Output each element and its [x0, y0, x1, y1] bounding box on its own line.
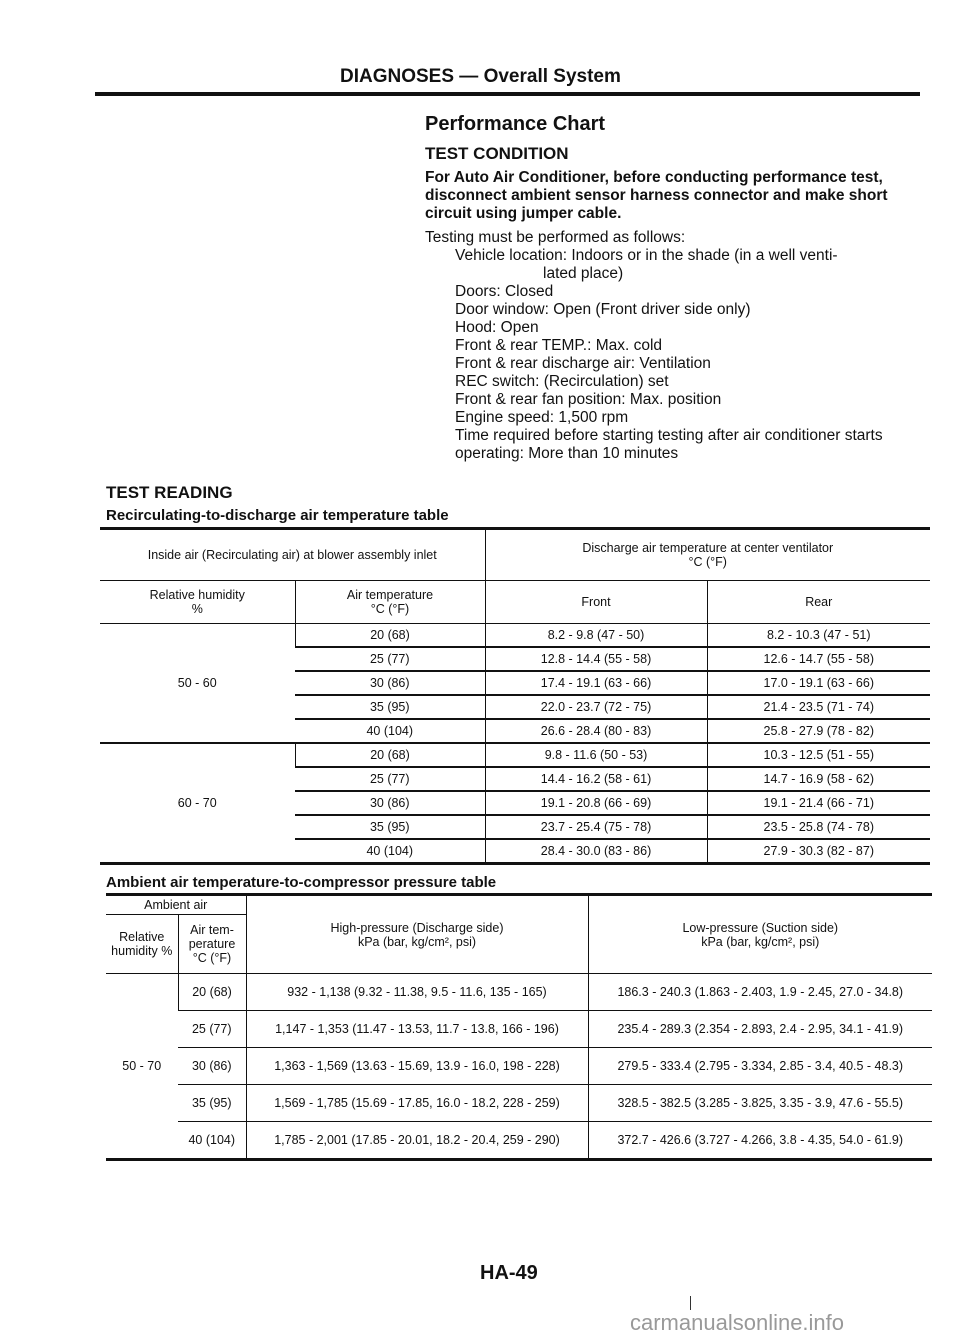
front-cell: 23.7 - 25.4 (75 - 78) — [485, 815, 707, 839]
rh-header: Relative humidity % — [106, 915, 178, 974]
divider-tick — [690, 1296, 691, 1310]
rh-header-text: Relative humidity — [149, 588, 245, 602]
rh-header-unit: % — [191, 602, 203, 616]
test-reading-heading: TEST READING — [106, 483, 233, 502]
rear-cell: 19.1 - 21.4 (66 - 71) — [707, 791, 930, 815]
rear-cell: 27.9 - 30.3 (82 - 87) — [707, 839, 930, 864]
air-temp-cell: 25 (77) — [295, 767, 485, 791]
table-row — [100, 743, 930, 767]
high-pressure-header — [246, 895, 588, 974]
air-temp-header — [295, 581, 485, 624]
condition-vehicle-location-cont: lated place) — [543, 265, 624, 282]
low-pressure-cell: 328.5 - 382.5 (3.285 - 3.825, 3.35 - 3.9, 47.6 - 55.5) — [588, 1085, 932, 1122]
air-temp-cell: 20 (68) — [295, 743, 485, 767]
air-temp-cell: 25 (77) — [178, 1011, 246, 1048]
table1-title: Recirculating-to-discharge air temperature table — [106, 507, 449, 524]
air-temp-cell: 40 (104) — [295, 719, 485, 743]
high-pressure-cell: 1,785 - 2,001 (17.85 - 20.01, 18.2 - 20.4, 259 - 290) — [246, 1122, 588, 1160]
front-cell: 17.4 - 19.1 (63 - 66) — [485, 671, 707, 695]
page-header-title: DIAGNOSES — Overall System — [340, 66, 621, 87]
table-row — [106, 1122, 932, 1160]
discharge-air-unit: °C (°F) — [688, 555, 727, 569]
rh-header — [100, 581, 295, 624]
rear-header: Rear — [707, 581, 930, 624]
front-cell: 9.8 - 11.6 (50 - 53) — [485, 743, 707, 767]
condition-discharge-air: Front & rear discharge air: Ventilation — [455, 355, 711, 372]
air-temp-header-unit: °C (°F) — [370, 602, 410, 616]
rh-group-cell: 50 - 70 — [106, 974, 178, 1160]
rear-cell: 12.6 - 14.7 (55 - 58) — [707, 647, 930, 671]
inside-air-header: Inside air (Recirculating air) at blower assembly inlet — [100, 529, 485, 581]
condition-time-required: Time required before starting testing after air conditioner starts operating: More than 10 minutes — [455, 427, 883, 462]
low-pressure-unit: kPa (bar, kg/cm², psi) — [701, 934, 820, 949]
rear-cell: 14.7 - 16.9 (58 - 62) — [707, 767, 930, 791]
high-pressure-cell: 1,363 - 1,569 (13.63 - 15.69, 13.9 - 16.0, 198 - 228) — [246, 1048, 588, 1085]
rear-cell: 25.8 - 27.9 (78 - 82) — [707, 719, 930, 743]
rh-group-cell: 60 - 70 — [100, 743, 295, 864]
rear-cell: 21.4 - 23.5 (71 - 74) — [707, 695, 930, 719]
table-row — [100, 624, 930, 648]
high-pressure-cell: 1,147 - 1,353 (11.47 - 13.53, 11.7 - 13.8, 166 - 196) — [246, 1011, 588, 1048]
front-header: Front — [485, 581, 707, 624]
discharge-air-header-text: Discharge air temperature at center ventilator — [582, 541, 834, 555]
table-row — [106, 1048, 932, 1085]
ambient-air-header: Ambient air — [106, 895, 246, 915]
page-header — [95, 60, 920, 96]
condition-fan-position: Front & rear fan position: Max. position — [455, 391, 722, 408]
condition-temp: Front & rear TEMP.: Max. cold — [455, 337, 663, 354]
air-temp-cell: 40 (104) — [295, 839, 485, 864]
condition-door-window: Door window: Open (Front driver side only) — [455, 301, 751, 318]
air-temp-cell: 30 (86) — [295, 791, 485, 815]
air-temp-cell: 30 (86) — [178, 1048, 246, 1085]
page-number: HA-49 — [480, 1262, 538, 1284]
air-temp-cell: 35 (95) — [295, 815, 485, 839]
front-cell: 19.1 - 20.8 (66 - 69) — [485, 791, 707, 815]
high-pressure-cell: 1,569 - 1,785 (15.69 - 17.85, 16.0 - 18.2, 228 - 259) — [246, 1085, 588, 1122]
low-pressure-header — [588, 895, 932, 974]
low-pressure-header-text: Low-pressure (Suction side) — [682, 920, 839, 935]
air-temp-cell: 35 (95) — [295, 695, 485, 719]
front-cell: 12.8 - 14.4 (55 - 58) — [485, 647, 707, 671]
performance-chart-heading: Performance Chart — [425, 113, 606, 135]
rear-cell: 23.5 - 25.8 (74 - 78) — [707, 815, 930, 839]
recirc-discharge-table — [100, 527, 930, 865]
ambient-pressure-table — [106, 893, 932, 1161]
condition-vehicle-location: Vehicle location: Indoors or in the shade (in a well venti- — [455, 247, 838, 264]
condition-engine-speed: Engine speed: 1,500 rpm — [455, 409, 629, 426]
rear-cell: 8.2 - 10.3 (47 - 51) — [707, 624, 930, 648]
air-temp-header: Air tem-perature °C (°F) — [178, 915, 246, 974]
rear-cell: 17.0 - 19.1 (63 - 66) — [707, 671, 930, 695]
table-row — [106, 1011, 932, 1048]
low-pressure-cell: 186.3 - 240.3 (1.863 - 2.403, 1.9 - 2.45, 27.0 - 34.8) — [588, 974, 932, 1011]
air-temp-cell: 20 (68) — [295, 624, 485, 648]
table2-title: Ambient air temperature-to-compressor pressure table — [106, 874, 497, 891]
table-row — [106, 974, 932, 1011]
low-pressure-cell: 372.7 - 426.6 (3.727 - 4.266, 3.8 - 4.35, 54.0 - 61.9) — [588, 1122, 932, 1160]
condition-hood: Hood: Open — [455, 319, 539, 336]
air-temp-cell: 35 (95) — [178, 1085, 246, 1122]
front-cell: 14.4 - 16.2 (58 - 61) — [485, 767, 707, 791]
auto-ac-note: For Auto Air Conditioner, before conducting performance test, disconnect ambient sensor harness connector and make short circuit using jumper cable. — [425, 169, 888, 222]
condition-rec-switch: REC switch: (Recirculation) set — [455, 373, 669, 390]
front-cell: 8.2 - 9.8 (47 - 50) — [485, 624, 707, 648]
high-pressure-unit: kPa (bar, kg/cm², psi) — [357, 934, 477, 949]
testing-line: Testing must be performed as follows: — [425, 229, 686, 246]
watermark: carmanualsonline.info — [630, 1310, 845, 1335]
low-pressure-cell: 279.5 - 333.4 (2.795 - 3.334, 2.85 - 3.4, 40.5 - 48.3) — [588, 1048, 932, 1085]
intro-section — [425, 115, 930, 463]
front-cell: 28.4 - 30.0 (83 - 86) — [485, 839, 707, 864]
low-pressure-cell: 235.4 - 289.3 (2.354 - 2.893, 2.4 - 2.95, 34.1 - 41.9) — [588, 1011, 932, 1048]
front-cell: 26.6 - 28.4 (80 - 83) — [485, 719, 707, 743]
air-temp-cell: 40 (104) — [188, 1133, 236, 1147]
rh-group-cell: 50 - 60 — [100, 624, 295, 744]
high-pressure-header-text: High-pressure (Discharge side) — [330, 920, 504, 935]
discharge-air-header — [485, 529, 930, 581]
condition-doors: Doors: Closed — [455, 283, 554, 300]
air-temp-cell: 30 (86) — [295, 671, 485, 695]
front-cell: 22.0 - 23.7 (72 - 75) — [485, 695, 707, 719]
test-condition-heading: TEST CONDITION — [425, 144, 569, 163]
table-row — [106, 1085, 932, 1122]
air-temp-cell: 20 (68) — [178, 974, 246, 1011]
air-temp-header-text: Air temperature — [346, 588, 434, 602]
air-temp-cell: 25 (77) — [295, 647, 485, 671]
high-pressure-cell: 932 - 1,138 (9.32 - 11.38, 9.5 - 11.6, 135 - 165) — [246, 974, 588, 1011]
rear-cell: 10.3 - 12.5 (51 - 55) — [707, 743, 930, 767]
